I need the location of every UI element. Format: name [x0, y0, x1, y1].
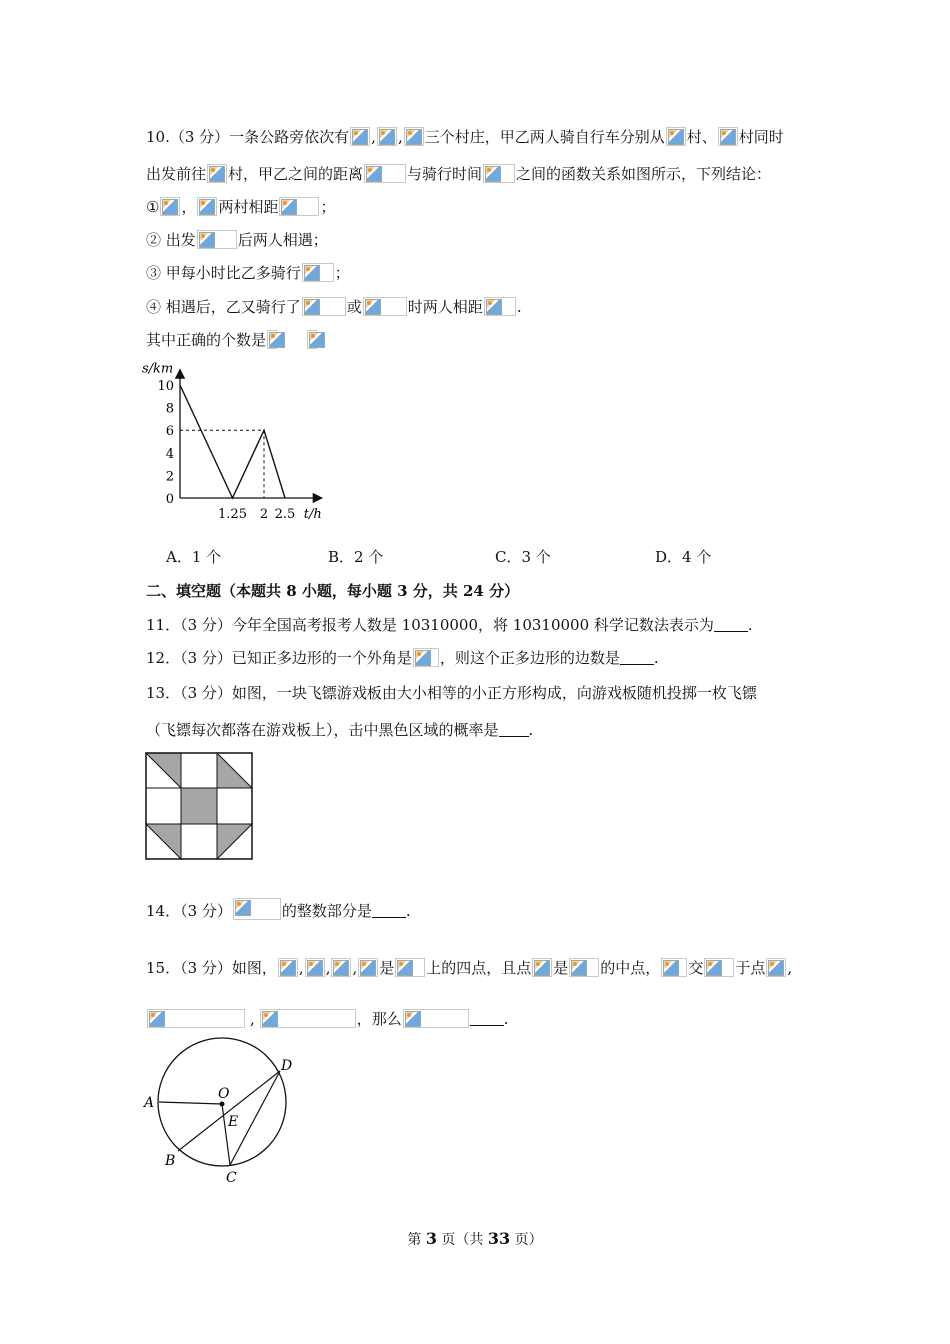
formula-image-icon: [666, 127, 686, 146]
footer-text: 第: [407, 1232, 426, 1248]
formula-image-icon: [267, 330, 277, 349]
distance-line: [180, 385, 285, 498]
formula-image-icon: [377, 127, 397, 146]
formula-image-icon: [484, 297, 516, 316]
q11: 11．（3 分）今年全国高考报考人数是 10310000，将 10310000 科学记数法表示为 .: [146, 616, 753, 634]
q10-text: 三个村庄，甲乙两人骑自行车分别从: [424, 128, 665, 146]
q10-conclusion-4: ④ 相遇后，乙又骑行了 或 时两人相距 .: [146, 298, 522, 316]
y-tick-label: 0: [165, 492, 174, 507]
x-tick-label: 2: [259, 507, 269, 522]
formula-image-icon: [147, 1009, 245, 1028]
q10-text: 或: [346, 298, 362, 316]
q14-text: 的整数部分是: [281, 902, 372, 920]
answer-blank: [470, 1011, 504, 1026]
formula-image-icon: [260, 1009, 356, 1028]
formula-image-icon: [233, 898, 281, 920]
answer-blank: [714, 617, 748, 632]
label-e: E: [228, 1114, 239, 1130]
formula-image-icon: [569, 958, 599, 977]
label-d: D: [281, 1058, 293, 1074]
q15-line2: , ，那么 .: [146, 1008, 509, 1030]
formula-image-icon: [302, 297, 346, 316]
formula-image-icon: [532, 958, 552, 977]
q13-line1: 13．（3 分）如图，一块飞镖游戏板由大小相等的小正方形构成，向游戏板随机投掷一枚飞镖: [146, 684, 757, 702]
q15-text: 是: [553, 959, 569, 977]
q10-text: 之间的函数关系如图所示，下列结论：: [516, 165, 772, 183]
shaded-triangle: [217, 753, 252, 788]
shaded-triangle: [217, 824, 252, 859]
q10-conclusion-1: ① ， 两村相距 ；: [146, 198, 336, 216]
formula-image-icon: [305, 958, 325, 977]
q15-text: ，那么: [356, 1010, 402, 1028]
formula-image-icon: [718, 127, 738, 146]
circle-figure: [138, 1036, 308, 1188]
q10-text: ② 出发: [146, 231, 196, 249]
page-number: 3: [425, 1229, 437, 1248]
q15-text: 于点: [735, 959, 766, 977]
q15-text: 是: [379, 959, 395, 977]
shaded-triangle: [146, 824, 181, 859]
footer-text: 页（共: [436, 1232, 488, 1248]
q15-text: 交: [688, 959, 704, 977]
formula-image-icon: [363, 297, 407, 316]
q10-conclusion-3: ③ 甲每小时比乙多骑行 ；: [146, 264, 350, 282]
shaded-square: [181, 788, 217, 824]
q15-line1: 15．（3 分）如图， , , , 是 上的四点，且点 是 的中点， 交 于点 ,: [146, 959, 793, 977]
q15-text: 15．（3 分）如图，: [146, 959, 277, 977]
q10-text: 其中正确的个数是: [146, 331, 267, 349]
q10-ask: [146, 329, 318, 351]
q10-text: 村、: [686, 128, 717, 146]
formula-image-icon: [364, 164, 406, 183]
formula-image-icon: [307, 330, 317, 349]
y-tick-label: 10: [157, 379, 174, 394]
q10-text: ③ 甲每小时比乙多骑行: [146, 264, 301, 282]
answer-blank: [620, 650, 654, 665]
x-tick-label: 2.5: [274, 507, 296, 522]
q11-text: 11．（3 分）今年全国高考报考人数是 10310000，将 10310000 科学记数法表示为: [146, 616, 714, 634]
y-tick-label: 4: [165, 446, 174, 462]
y-axis-label: s/km: [142, 361, 174, 377]
q10-text: 与骑行时间: [407, 165, 483, 183]
q12-text: 12．（3 分）已知正多边形的一个外角是: [146, 649, 412, 667]
formula-image-icon: [766, 958, 786, 977]
formula-image-icon: [704, 958, 734, 977]
q15-text: 上的四点，且点: [426, 959, 532, 977]
option-c[interactable]: C．3 个: [495, 548, 551, 566]
option-a[interactable]: A．1 个: [166, 548, 222, 566]
q10-text: ①: [146, 198, 160, 216]
q13-text: （飞镖每次都落在游戏板上），击中黑色区域的概率是: [146, 721, 499, 739]
formula-image-icon: [197, 197, 217, 216]
q13-line2: （飞镖每次都落在游戏板上），击中黑色区域的概率是 .: [146, 721, 534, 739]
q12: 12．（3 分）已知正多边形的一个外角是 ，则这个正多边形的边数是 .: [146, 649, 659, 667]
footer-text: 页）: [510, 1232, 543, 1248]
dartboard-figure: [145, 752, 255, 862]
shaded-triangle: [146, 753, 181, 788]
page-total: 33: [487, 1229, 511, 1248]
y-tick-label: 8: [165, 401, 174, 417]
formula-image-icon: [403, 1009, 469, 1028]
q10-line2: [146, 163, 771, 185]
q10-text: 村同时: [738, 128, 784, 146]
q10-line1: 10.（3 分）一条公路旁依次有 , , 三个村庄，甲乙两人骑自行车分别从 村、 村同时: [146, 128, 784, 146]
y-tick-label: 2: [165, 469, 174, 485]
q14: 14．（3 分） 的整数部分是 .: [146, 898, 411, 922]
formula-image-icon: [278, 958, 298, 977]
formula-image-icon: [331, 958, 351, 977]
q10-text: 10.（3 分）一条公路旁依次有: [146, 128, 350, 146]
answer-blank: [372, 903, 406, 918]
option-b[interactable]: B．2 个: [328, 548, 384, 566]
formula-image-icon: [160, 197, 180, 216]
formula-image-icon: [207, 164, 227, 183]
q12-text: ，则这个正多边形的边数是: [439, 649, 620, 667]
formula-image-icon: [413, 648, 439, 667]
distance-time-graph: [140, 358, 330, 528]
formula-image-icon: [483, 164, 515, 183]
x-axis-label: t/h: [303, 507, 322, 522]
answer-blank: [499, 722, 529, 737]
q14-text: 14．（3 分）: [146, 902, 232, 920]
formula-image-icon: [395, 958, 425, 977]
formula-image-icon: [197, 230, 237, 249]
label-o: O: [218, 1086, 230, 1102]
formula-image-icon: [404, 127, 424, 146]
q10-text: 村，甲乙之间的距离: [228, 165, 364, 183]
formula-image-icon: [661, 958, 687, 977]
option-d[interactable]: D．4 个: [655, 548, 712, 566]
q10-conclusion-2: [146, 229, 328, 251]
label-b: B: [165, 1153, 176, 1169]
q10-text: 出发前往: [146, 165, 207, 183]
page-footer: [0, 1229, 950, 1249]
q10-text: ④ 相遇后，乙又骑行了: [146, 298, 301, 316]
q10-text: 两村相距: [218, 198, 279, 216]
q15-text: 的中点，: [600, 959, 661, 977]
y-tick-label: 6: [165, 424, 174, 440]
formula-image-icon: [350, 127, 370, 146]
q10-text: 时两人相距: [407, 298, 483, 316]
x-tick-label: 1.25: [218, 507, 247, 522]
q10-text: 后两人相遇；: [237, 231, 328, 249]
label-a: A: [144, 1095, 155, 1111]
formula-image-icon: [358, 958, 378, 977]
formula-image-icon: [302, 263, 334, 282]
formula-image-icon: [279, 197, 319, 216]
section-title: 二、填空题（本题共 8 小题，每小题 3 分，共 24 分）: [146, 582, 520, 600]
label-c: C: [226, 1170, 237, 1186]
